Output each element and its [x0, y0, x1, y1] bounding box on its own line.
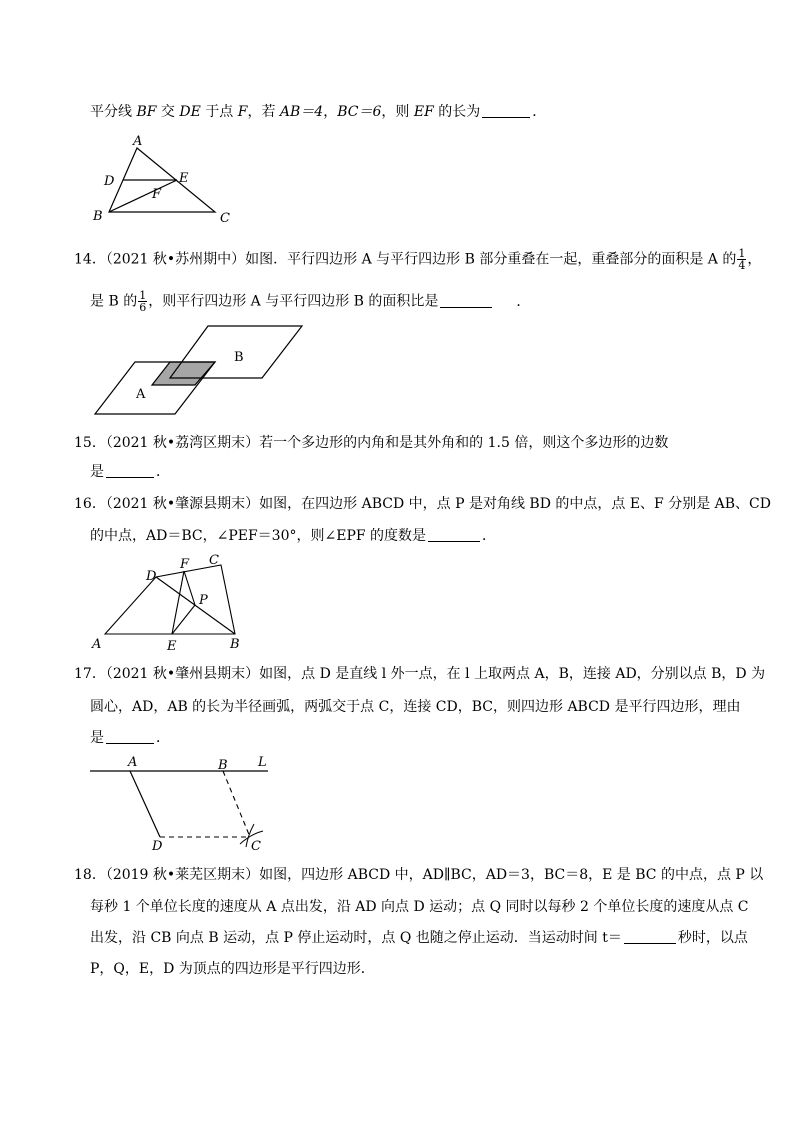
answer-blank[interactable] — [428, 527, 480, 542]
q14-text-d: ，则平行四边形 A 与平行四边形 B 的面积比是 — [148, 293, 439, 310]
answer-blank[interactable] — [106, 729, 154, 744]
answer-blank[interactable] — [624, 929, 676, 944]
label-c: C — [209, 553, 219, 568]
q18-line1: 18．（2019 秋•莱芜区期末）如图，四边形 ABCD 中，AD∥BC，AD＝3，BC＝8，E 是 BC 的中点，点 P 以 — [74, 867, 764, 883]
q15-line2 — [90, 462, 170, 482]
q13-f: F — [237, 104, 248, 120]
segment-ad — [130, 771, 160, 837]
q16-end: ． — [482, 528, 497, 544]
label-a: A — [133, 134, 143, 149]
label-l: L — [258, 755, 267, 770]
q17-end: ． — [156, 730, 170, 746]
q16-figure — [88, 552, 258, 654]
segment-ef — [172, 571, 184, 634]
q16-text: 的中点，AD＝BC，∠PEF＝30°，则∠EPF 的度数是 — [90, 528, 427, 544]
label-a: A — [136, 387, 146, 402]
q13-de: DE — [179, 104, 201, 120]
answer-blank[interactable] — [482, 103, 530, 118]
q13-end: ． — [532, 104, 547, 120]
q13-bc: BC＝6 — [337, 104, 382, 120]
label-d: D — [152, 839, 163, 854]
frac-num: 1 — [139, 289, 147, 302]
q15-line1: 15．（2021 秋•荔湾区期末）若一个多边形的内角和是其外角和的 1.5 倍，则这个多边形的边数 — [74, 435, 669, 451]
answer-blank[interactable] — [106, 463, 154, 478]
q14-end: ． — [516, 293, 531, 310]
segment-bc — [223, 771, 250, 837]
q13-text-f: ，则 — [381, 104, 414, 120]
q13-text-g: 的长为 — [433, 104, 481, 120]
segment-be — [109, 180, 177, 212]
label-a: A — [128, 755, 138, 770]
q17-line1: 17．（2021 秋•肇州县期末）如图，点 D 是直线 l 外一点，在 l 上取两点 A，B，连接 AD，分别以点 B，D 为 — [74, 666, 766, 682]
q13-text-b: 交 — [156, 104, 180, 120]
q14-line1 — [74, 248, 761, 271]
segment-ep — [172, 605, 195, 634]
frac-den: 6 — [139, 301, 147, 314]
label-c: C — [251, 839, 261, 854]
q16-line1: 16．（2021 秋•肇源县期末）如图，在四边形 ABCD 中，点 P 是对角线 BD 的中点，点 E、F 分别是 AB、CD — [74, 496, 771, 512]
frac-den: 4 — [738, 259, 746, 272]
q13-text-c: 于点 — [200, 104, 238, 120]
label-a: A — [92, 637, 102, 652]
q15-end: ． — [156, 464, 170, 480]
label-b: B — [218, 758, 228, 773]
q18-line3 — [90, 928, 748, 948]
quadrilateral-abcd — [105, 565, 235, 634]
q14-line2 — [90, 290, 530, 313]
q18-line2: 每秒 1 个单位长度的速度从 A 点出发，沿 AD 向点 D 运动；点 Q 同时以每秒 2 个单位长度的速度从点 C — [90, 899, 749, 915]
q13-text-a: 平分线 — [90, 104, 137, 120]
q13-ab: AB＝4 — [279, 104, 324, 120]
q18-text-a: 出发，沿 CB 向点 B 运动，点 P 停止运动时，点 Q 也随之停止运动．当运动时间 t＝ — [90, 930, 622, 946]
q13-text — [90, 102, 546, 122]
q18-text-b: 秒时，以点 — [677, 930, 748, 946]
q14-text-c: 是 B 的 — [90, 293, 138, 310]
q13-bf: BF — [136, 104, 157, 120]
diagonal-bd — [156, 577, 235, 634]
q14-text-end: ， — [747, 251, 762, 268]
label-f: F — [180, 557, 190, 572]
q14-text-a: 14．（2021 秋•苏州期中）如图．平行四边形 A 与平行四边形 B 部分重叠在一起，重叠部分的面积是 A 的 — [74, 251, 737, 268]
q18-line4: P，Q，E，D 为顶点的四边形是平行四边形． — [90, 961, 375, 977]
q17-line3 — [90, 728, 170, 748]
frac-num: 1 — [738, 247, 746, 260]
label-b: B — [234, 350, 244, 365]
q13-ef: EF — [413, 104, 434, 120]
q15-text: 是 — [90, 464, 104, 480]
fraction-one-sixth — [138, 290, 147, 313]
fraction-one-quarter — [737, 248, 746, 271]
q14-figure — [90, 320, 310, 420]
label-b: B — [230, 637, 240, 652]
segment-fp — [184, 571, 195, 605]
q16-line2 — [90, 526, 496, 546]
q13-text-d: ，若 — [247, 104, 280, 120]
q17-figure — [88, 752, 278, 852]
answer-blank[interactable] — [440, 293, 492, 308]
label-e: E — [179, 171, 189, 186]
q17-text: 是 — [90, 730, 104, 746]
label-d: D — [104, 174, 115, 189]
label-f: F — [152, 187, 162, 202]
label-e: E — [167, 639, 177, 654]
label-c: C — [220, 211, 230, 226]
label-p: P — [199, 593, 208, 608]
label-b: B — [93, 209, 103, 224]
q13-figure — [85, 130, 245, 230]
q17-line2: 圆心，AD，AB 的长为半径画弧，两弧交于点 C，连接 CD，BC，则四边形 ABCD 是平行四边形，理由 — [90, 699, 741, 715]
q13-text-e: ， — [323, 104, 338, 120]
label-d: D — [146, 569, 157, 584]
